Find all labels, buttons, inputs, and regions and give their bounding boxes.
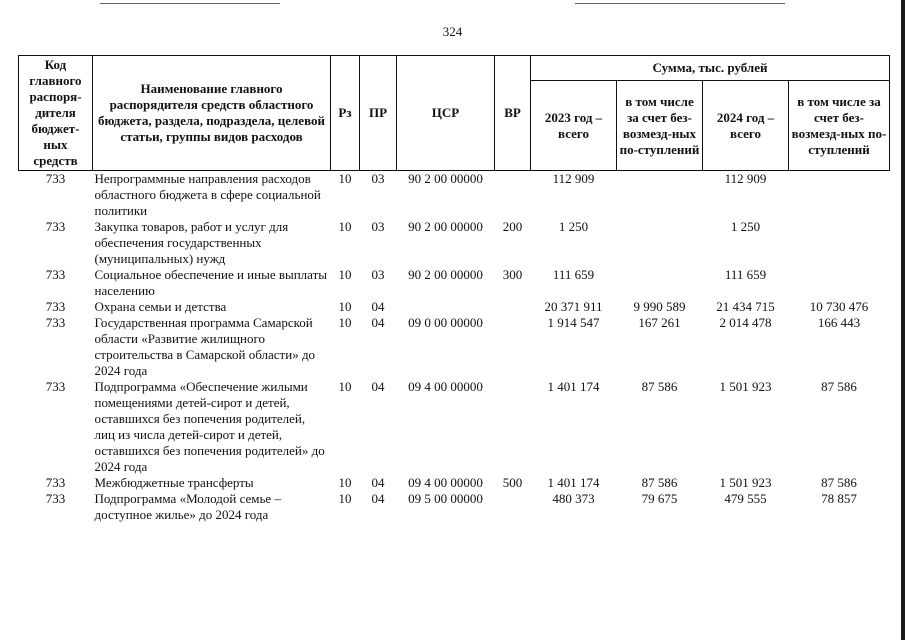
cell-name: Закупка товаров, работ и услуг для обеспечения государственных (муниципальных) нужд (94, 219, 289, 266)
cell-name: Непрограммные направления расходов областного бюджета в сфере социальной политики (94, 171, 321, 218)
cell-code: 733 (45, 379, 66, 394)
cell-2024-free (789, 171, 890, 220)
cell-2023-free (617, 219, 703, 267)
cell-2024-total: 479 555 (724, 491, 767, 506)
table-row (19, 299, 890, 315)
cell-2023-total: 112 909 (552, 171, 595, 186)
cell-2024-free: 10 730 476 (809, 299, 869, 314)
cell-csr (397, 299, 495, 315)
cell-2023-free (617, 267, 703, 299)
header-2024-free: в том числе за счет без-возмезд-ных по-ступлений (789, 81, 890, 171)
header-2023-free: в том числе за счет без-возмезд-ных по-ступлений (617, 81, 703, 171)
header-sum: Сумма, тыс. рублей (531, 56, 890, 81)
cell-2024-free (789, 267, 890, 299)
cell-pr: 03 (371, 267, 385, 282)
table-row (19, 267, 890, 299)
page-number: 324 (442, 24, 463, 39)
cell-rz: 10 (338, 315, 352, 330)
cell-rz: 10 (338, 299, 352, 314)
cell-2024-total: 1 501 923 (719, 379, 772, 394)
cell-name: Подпрограмма «Молодой семье – доступное жилье» до 2024 года (94, 491, 281, 522)
table-row (19, 171, 890, 220)
header-code: Код главного распоря-дителя бюджет-ных средств (19, 56, 93, 171)
cell-vr: 500 (502, 475, 523, 490)
cell-pr: 04 (371, 491, 385, 506)
cell-2024-total: 1 250 (730, 219, 761, 234)
cell-csr: 90 2 00 00000 (408, 219, 483, 234)
cell-csr: 09 5 00 00000 (408, 491, 483, 506)
cell-2024-free (789, 219, 890, 267)
cell-vr (495, 491, 531, 523)
cell-rz: 10 (338, 219, 352, 234)
cell-vr (495, 315, 531, 379)
cell-vr (495, 171, 531, 220)
cell-pr: 04 (371, 315, 385, 330)
cell-csr: 90 2 00 00000 (408, 171, 483, 186)
cell-vr (495, 379, 531, 475)
cell-2023-free: 9 990 589 (633, 299, 686, 314)
header-csr: ЦСР (397, 56, 495, 171)
cell-pr: 04 (371, 379, 385, 394)
table-row (19, 315, 890, 379)
cell-2023-total: 480 373 (552, 491, 595, 506)
cell-code: 733 (45, 219, 66, 234)
cell-2024-free: 166 443 (817, 315, 861, 330)
table-row (19, 475, 890, 491)
cell-code: 733 (45, 315, 66, 330)
table-row (19, 219, 890, 267)
cell-vr (495, 299, 531, 315)
cell-name: Государственная программа Самарской области «Развитие жилищного строительства в Самарской области» до 2024 года (94, 315, 316, 378)
header-name: Наименование главного распорядителя средств областного бюджета, раздела, подраздела, целевой статьи, группы видов расходов (93, 56, 331, 171)
cell-pr: 04 (371, 299, 385, 314)
table-row (19, 491, 890, 523)
cell-pr: 03 (371, 171, 385, 186)
header-pr: ПР (360, 56, 397, 171)
cell-2024-total: 111 659 (724, 267, 767, 282)
cell-name: Охрана семьи и детства (94, 299, 227, 314)
header-rz: Рз (331, 56, 360, 171)
scan-edge (901, 0, 905, 640)
cell-pr: 03 (371, 219, 385, 234)
cell-2023-free: 87 586 (641, 475, 678, 490)
cell-csr: 09 4 00 00000 (408, 379, 483, 394)
cell-pr: 04 (371, 475, 385, 490)
cell-code: 733 (45, 299, 66, 314)
top-rule-right (575, 3, 785, 4)
cell-2023-free: 167 261 (638, 315, 681, 330)
cell-code: 733 (45, 267, 66, 282)
cell-2023-total: 111 659 (552, 267, 595, 282)
cell-csr: 09 4 00 00000 (408, 475, 483, 490)
cell-2024-total: 21 434 715 (716, 299, 775, 314)
cell-2023-free (617, 171, 703, 220)
cell-2024-total: 2 014 478 (719, 315, 772, 330)
cell-2023-total: 1 914 547 (547, 315, 600, 330)
cell-csr: 09 0 00 00000 (408, 315, 483, 330)
cell-name: Подпрограмма «Обеспечение жилыми помещениями детей-сирот и детей, оставшихся без попечения родителей, лиц из числа детей-сирот и детей, оставшихся без попечения родителей» до 2024 года (94, 379, 325, 474)
table-row (19, 379, 890, 475)
cell-vr: 300 (502, 267, 523, 282)
cell-2023-free: 87 586 (641, 379, 678, 394)
cell-2023-total: 1 401 174 (547, 379, 600, 394)
budget-table (18, 55, 890, 523)
cell-rz: 10 (338, 171, 352, 186)
cell-2024-total: 112 909 (724, 171, 767, 186)
cell-vr: 200 (502, 219, 523, 234)
cell-code: 733 (45, 475, 66, 490)
cell-code: 733 (45, 171, 66, 186)
header-row-top (19, 56, 890, 81)
cell-rz: 10 (338, 491, 352, 506)
header-2024-total: 2024 год – всего (703, 81, 789, 171)
cell-name: Межбюджетные трансферты (94, 475, 254, 490)
cell-2024-free: 87 586 (821, 475, 857, 490)
cell-2024-total: 1 501 923 (719, 475, 772, 490)
cell-2023-total: 1 401 174 (547, 475, 600, 490)
cell-2023-total: 1 250 (558, 219, 589, 234)
header-vr: ВР (495, 56, 531, 171)
cell-2023-free: 79 675 (641, 491, 678, 506)
cell-rz: 10 (338, 379, 352, 394)
cell-csr: 90 2 00 00000 (408, 267, 483, 282)
cell-2024-free: 87 586 (821, 379, 857, 394)
header-2023-total: 2023 год – всего (531, 81, 617, 171)
cell-name: Социальное обеспечение и иные выплаты населению (94, 267, 328, 298)
cell-2023-total: 20 371 911 (544, 299, 603, 314)
cell-2024-free: 78 857 (821, 491, 857, 506)
cell-code: 733 (45, 491, 66, 506)
top-rule-left (100, 3, 280, 4)
cell-rz: 10 (338, 475, 352, 490)
cell-rz: 10 (338, 267, 352, 282)
